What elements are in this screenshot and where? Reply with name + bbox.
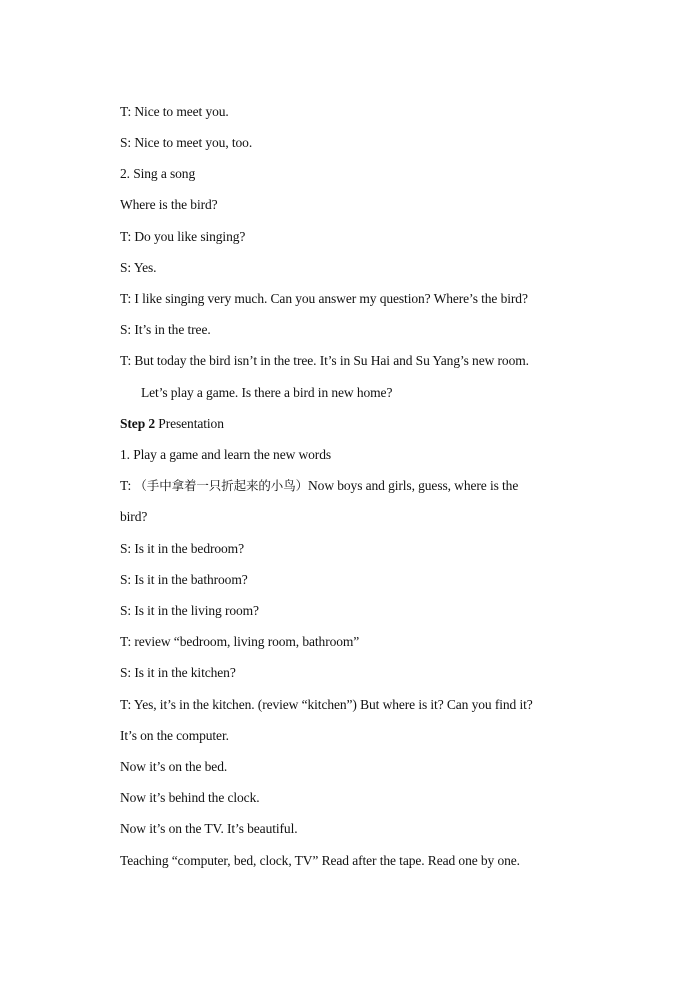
text-line-7: T: I like singing very much. Can you answer my question? Where’s the bird? (120, 291, 528, 306)
step-heading (120, 415, 224, 433)
step-title: Presentation (155, 416, 224, 431)
speaker-prefix: T: (120, 478, 135, 493)
text-line-14: bird? (120, 509, 148, 524)
text-line-16: S: Is it in the bathroom? (120, 572, 248, 587)
text-line-12: 1. Play a game and learn the new words (120, 447, 332, 462)
text-line-19: S: Is it in the kitchen? (120, 665, 236, 680)
text-line-20: T: Yes, it’s in the kitchen. (review “kitchen”) But where is it? Can you find it? (120, 697, 533, 712)
text-line-3: 2. Sing a song (120, 166, 196, 181)
text-line-13 (120, 477, 518, 495)
text-line-9: T: But today the bird isn’t in the tree. It’s in Su Hai and Su Yang’s new room. (120, 353, 529, 368)
text-line-10: Let’s play a game. Is there a bird in new home? (141, 385, 393, 400)
text-line-6: S: Yes. (120, 260, 157, 275)
text-line-18: T: review “bedroom, living room, bathroom” (120, 634, 360, 649)
text-line-8: S: It’s in the tree. (120, 322, 211, 337)
text-line-23: Now it’s behind the clock. (120, 790, 260, 805)
text-line-2: S: Nice to meet you, too. (120, 135, 253, 150)
text-line-22: Now it’s on the bed. (120, 759, 228, 774)
text-line-24: Now it’s on the TV. It’s beautiful. (120, 821, 298, 836)
chinese-stage-direction: （手中拿着一只折起来的小鸟） (134, 478, 309, 493)
text-line-5: T: Do you like singing? (120, 229, 246, 244)
text-line-4: Where is the bird? (120, 197, 218, 212)
text-line-25: Teaching “computer, bed, clock, TV” Read after the tape. Read one by one. (120, 853, 520, 868)
text-line-17: S: Is it in the living room? (120, 603, 259, 618)
text-line-15: S: Is it in the bedroom? (120, 541, 244, 556)
text-line-1: T: Nice to meet you. (120, 104, 229, 119)
step-label: Step 2 (120, 416, 156, 431)
text-line-21: It’s on the computer. (120, 728, 229, 743)
line-13-rest: Now boys and girls, guess, where is the (308, 478, 519, 493)
